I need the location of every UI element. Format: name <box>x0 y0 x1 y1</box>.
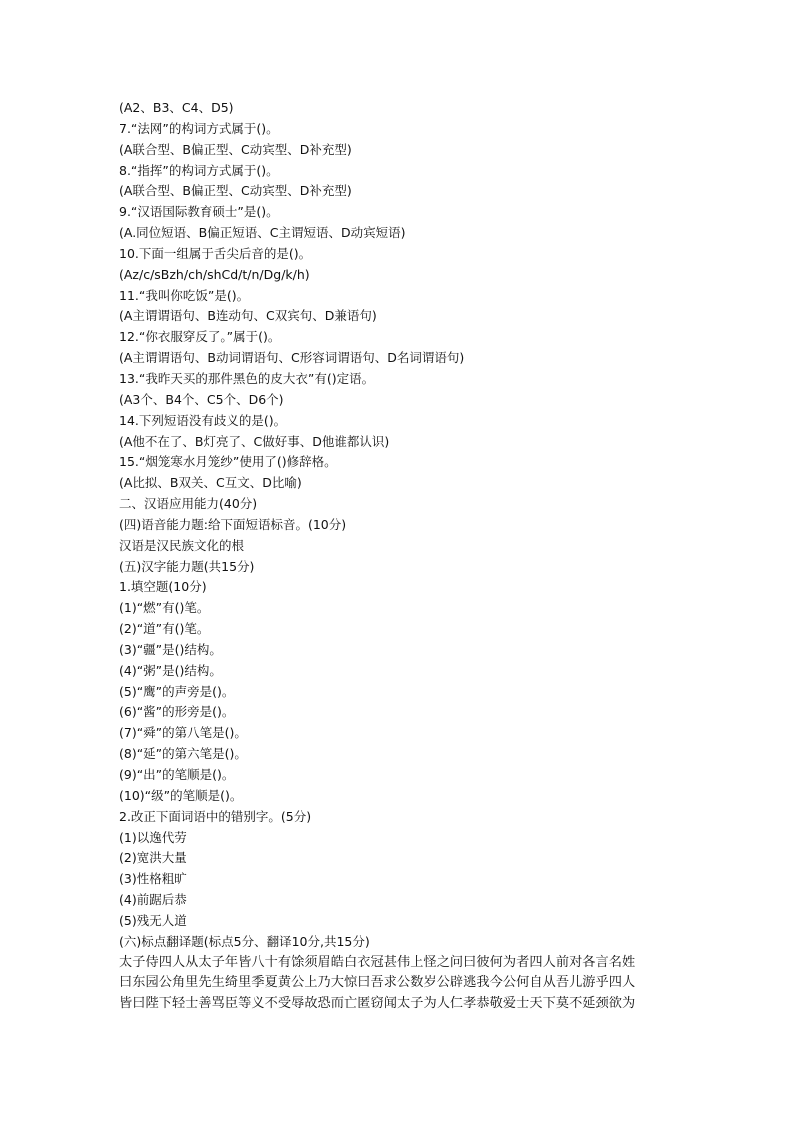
subsection-heading-4: (四)语音能力题:给下面短语标音。(10分) <box>119 516 347 532</box>
question-11: 11.“我叫你吃饭”是()。 <box>119 287 250 303</box>
phonetic-phrase: 汉语是汉民族文化的根 <box>119 537 245 553</box>
fill-blank-item-9: (9)“出”的笔顺是()。 <box>119 767 235 782</box>
answer-options-q8: (A联合型、B偏正型、C动宾型、D补充型) <box>119 183 352 199</box>
fill-blank-item-7: (7)“舜”的第八笔是()。 <box>119 725 247 741</box>
fill-blank-item-2: (2)“道”有()笔。 <box>119 621 210 637</box>
answer-options-q10: (Az/c/sBzh/ch/shCd/t/n/Dg/k/h) <box>119 266 310 282</box>
section-heading-2: 二、汉语应用能力(40分) <box>119 496 258 512</box>
fill-blank-item-5: (5)“鹰”的声旁是()。 <box>119 683 235 699</box>
fill-blank-item-4: (4)“粥”是()结构。 <box>119 662 222 678</box>
document-page <box>119 98 679 1015</box>
question-14: 14.下列短语没有歧义的是()。 <box>119 412 287 428</box>
answer-options-q7: (A联合型、B偏正型、C动宾型、D补充型) <box>119 141 352 157</box>
fill-blank-item-6: (6)“酱”的形旁是()。 <box>119 704 235 720</box>
typo-item-2: (2)宽洪大量 <box>119 850 187 866</box>
typo-item-4: (4)前踞后恭 <box>119 892 187 908</box>
fill-blank-item-10: (10)“级”的笔顺是()。 <box>119 787 243 803</box>
subsection-heading-6: (六)标点翻译题(标点5分、翻译10分,共15分) <box>119 933 370 949</box>
question-12: 12.“你衣服穿反了。”属于()。 <box>119 329 281 345</box>
answer-options-q15: (A比拟、B双关、C互文、D比喻) <box>119 475 302 491</box>
fill-blank-heading: 1.填空题(10分) <box>119 579 207 595</box>
question-9: 9.“汉语国际教育硕士”是()。 <box>119 204 279 220</box>
fill-blank-item-3: (3)“疆”是()结构。 <box>119 641 222 657</box>
subsection-heading-5: (五)汉字能力题(共15分) <box>119 558 255 574</box>
answer-options-q9: (A.同位短语、B偏正短语、C主谓短语、D动宾短语) <box>119 225 406 241</box>
question-7: 7.“法网”的构词方式属于()。 <box>119 120 279 136</box>
classical-passage-line-3: 皆曰陛下轻士善骂臣等义不受辱故恐而亡匿窃闻太子为人仁孝恭敬爱士天下莫不延颈欲为 <box>119 996 636 1012</box>
typo-item-1: (1)以逸代劳 <box>119 829 187 845</box>
question-8: 8.“指挥”的构词方式属于()。 <box>119 162 279 178</box>
typo-item-3: (3)性格粗旷 <box>119 871 187 887</box>
classical-passage-line-2: 曰东园公角里先生绮里季夏黄公上乃大惊曰吾求公数岁公辟逃我今公何自从吾儿游乎四人 <box>119 975 636 991</box>
answer-options-q6: (A2、B3、C4、D5) <box>119 100 234 115</box>
typo-item-5: (5)残无人道 <box>119 912 187 928</box>
question-10: 10.下面一组属于舌尖后音的是()。 <box>119 245 312 261</box>
question-13: 13.“我昨天买的那件黑色的皮大衣”有()定语。 <box>119 370 375 386</box>
answer-options-q11: (A主谓谓语句、B连动句、C双宾句、D兼语句) <box>119 308 377 324</box>
fill-blank-item-1: (1)“燃”有()笔。 <box>119 600 210 616</box>
question-15: 15.“烟笼寒水月笼纱”使用了()修辞格。 <box>119 454 337 470</box>
answer-options-q13: (A3个、B4个、C5个、D6个) <box>119 391 284 407</box>
answer-options-q14: (A他不在了、B灯亮了、C做好事、D他谁都认识) <box>119 433 390 449</box>
classical-passage-line-1: 太子侍四人从太子年皆八十有馀须眉皓白衣冠甚伟上怪之问曰彼何为者四人前对各言名姓 <box>119 954 636 970</box>
answer-options-q12: (A主谓谓语句、B动词谓语句、C形容词谓语句、D名词谓语句) <box>119 350 465 366</box>
typo-correction-heading: 2.改正下面词语中的错别字。(5分) <box>119 808 312 824</box>
fill-blank-item-8: (8)“延”的第六笔是()。 <box>119 746 247 762</box>
